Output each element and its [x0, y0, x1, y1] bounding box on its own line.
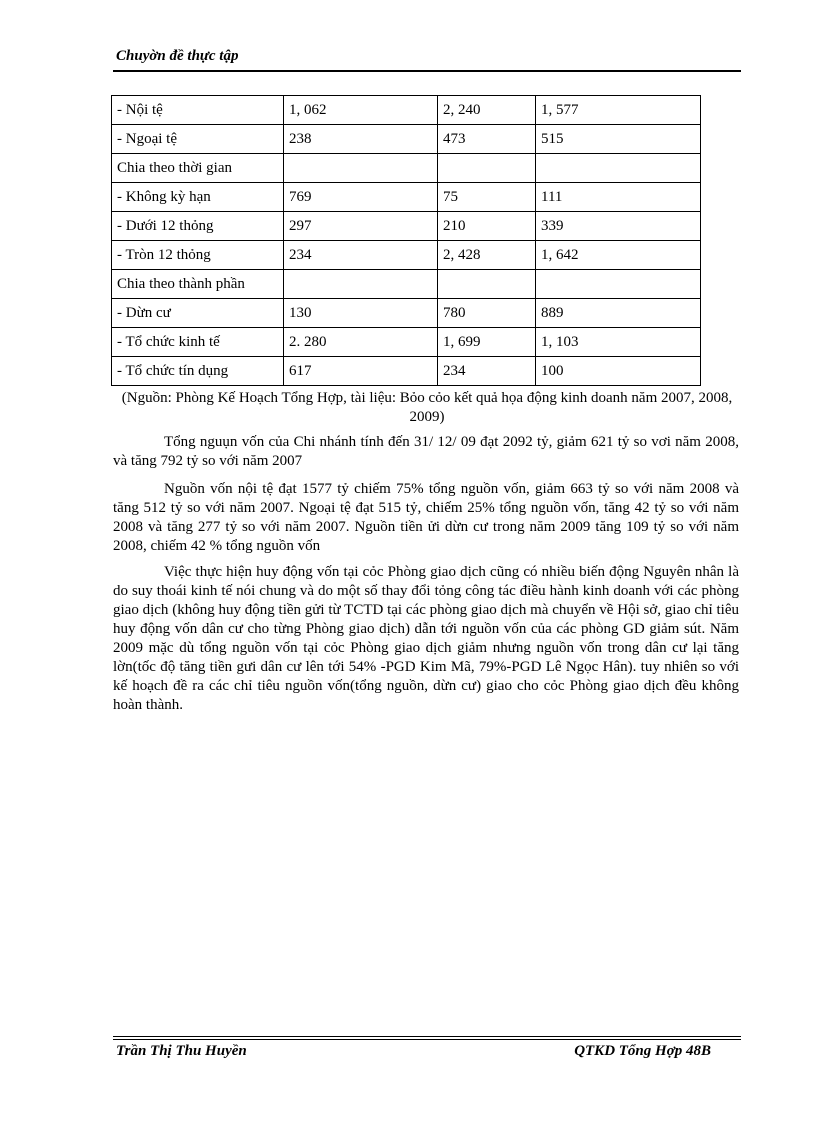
footer-author: Trần Thị Thu Huyền	[116, 1043, 247, 1059]
table-cell: 130	[284, 299, 438, 328]
table-cell: 238	[284, 125, 438, 154]
table-cell: - Tổ chức kinh tế	[112, 328, 284, 357]
table-cell: 1, 699	[438, 328, 536, 357]
table-cell	[438, 154, 536, 183]
table-cell	[536, 270, 701, 299]
capital-table	[111, 95, 701, 386]
table-row	[112, 212, 701, 241]
table-cell: - Dừn cư	[112, 299, 284, 328]
footer-divider	[113, 1039, 741, 1040]
table-cell: 2, 428	[438, 241, 536, 270]
table-row	[112, 357, 701, 386]
table-cell	[284, 154, 438, 183]
table-cell: 1, 062	[284, 96, 438, 125]
table-cell: 1, 642	[536, 241, 701, 270]
table-row	[112, 96, 701, 125]
table-cell	[536, 154, 701, 183]
table-cell: 75	[438, 183, 536, 212]
body-paragraph: Tổng nguụn vốn của Chi nhánh tính đến 31/ 12/ 09 đạt 2092 tỷ, giảm 621 tỷ so vơi năm 2008, và tăng 792 tỷ so với năm 2007	[113, 434, 739, 469]
body-paragraph: Nguồn vốn nội tệ đạt 1577 tỷ chiếm 75% tổng nguồn vốn, giảm 663 tỷ so với năm 2008 và tăng 512 tỷ so với năm 2007. Ngoại tệ đạt 515 tỷ, chiếm 25% tổng nguồn vốn, tăng 42 tỷ so với năm 2008 và tăng 277 tỷ so với năm 2007. Nguồn tiền ửi dừn cư trong năm 2009 tăng 109 tỷ so với năm 2008, chiếm 42 % tổng nguồn vốn	[113, 481, 739, 554]
table-row	[112, 299, 701, 328]
table-cell	[284, 270, 438, 299]
table-source-note: (Nguồn: Phòng Kế Hoạch Tổng Hợp, tài liệu: Bỏo cỏo kết quả họa động kinh doanh năm 2007, 2008, 2009)	[121, 390, 733, 425]
table-cell: 473	[438, 125, 536, 154]
table-cell	[438, 270, 536, 299]
table-cell: 111	[536, 183, 701, 212]
table-cell: - Tổ chức tín dụng	[112, 357, 284, 386]
table-cell: 769	[284, 183, 438, 212]
body-paragraph: Việc thực hiện huy động vốn tại cỏc Phòng giao dịch cũng có nhiều biến động Nguyên nhân là do suy thoái kinh tế nói chung và do một số thay đổi tỏng công tác điều hành kinh doanh với các phòng giao dịch (không huy động tiền gửi từ TCTD tại các phòng giao dịch mà chuyển về Hội sở, giao chỉ tiêu huy động vốn dân cư cho từng Phòng giao dịch) dẫn tới nguồn vốn của các phòng GD giảm sút. Năm 2009 mặc dù tổng nguồn vốn tại cỏc Phòng giao dịch giảm nhưng nguồn vốn trong dân cư lại tăng lờn(tốc độ tăng tiền gưi dân cư lên tới 54% -PGD Kim Mã, 79%-PGD Lê Ngọc Hân). tuy nhiên so với kế hoạch đề ra các chỉ tiêu nguồn vốn(tổng nguồn, dừn cư) giao cho cỏc Phòng giao dịch đều không hoàn thành.	[113, 564, 739, 713]
table-cell: 617	[284, 357, 438, 386]
table-cell: 780	[438, 299, 536, 328]
table-cell: 1, 577	[536, 96, 701, 125]
table-cell: 297	[284, 212, 438, 241]
table-cell: 234	[438, 357, 536, 386]
footer-class: QTKD Tổng Hợp 48B	[574, 1043, 711, 1059]
table-cell: 2. 280	[284, 328, 438, 357]
table-cell: 1, 103	[536, 328, 701, 357]
table-cell: 339	[536, 212, 701, 241]
table-cell: 234	[284, 241, 438, 270]
table-cell: 100	[536, 357, 701, 386]
table-cell: Chia theo thành phần	[112, 270, 284, 299]
page-header-title: Chuyờn đề thực tập	[116, 48, 239, 64]
table-cell: Chia theo thời gian	[112, 154, 284, 183]
table-cell: 515	[536, 125, 701, 154]
table-cell: 889	[536, 299, 701, 328]
table-cell: - Không kỳ hạn	[112, 183, 284, 212]
table-row	[112, 154, 701, 183]
table-cell: 210	[438, 212, 536, 241]
table-row	[112, 270, 701, 299]
table-row	[112, 241, 701, 270]
footer-divider	[113, 1036, 741, 1037]
table-row	[112, 328, 701, 357]
table-row	[112, 125, 701, 154]
table-cell: - Ngoại tệ	[112, 125, 284, 154]
header-divider	[113, 70, 741, 72]
table-row	[112, 183, 701, 212]
table-cell: 2, 240	[438, 96, 536, 125]
table-cell: - Dưới 12 thỏng	[112, 212, 284, 241]
table-cell: - Nội tệ	[112, 96, 284, 125]
table-cell: - Tròn 12 thỏng	[112, 241, 284, 270]
